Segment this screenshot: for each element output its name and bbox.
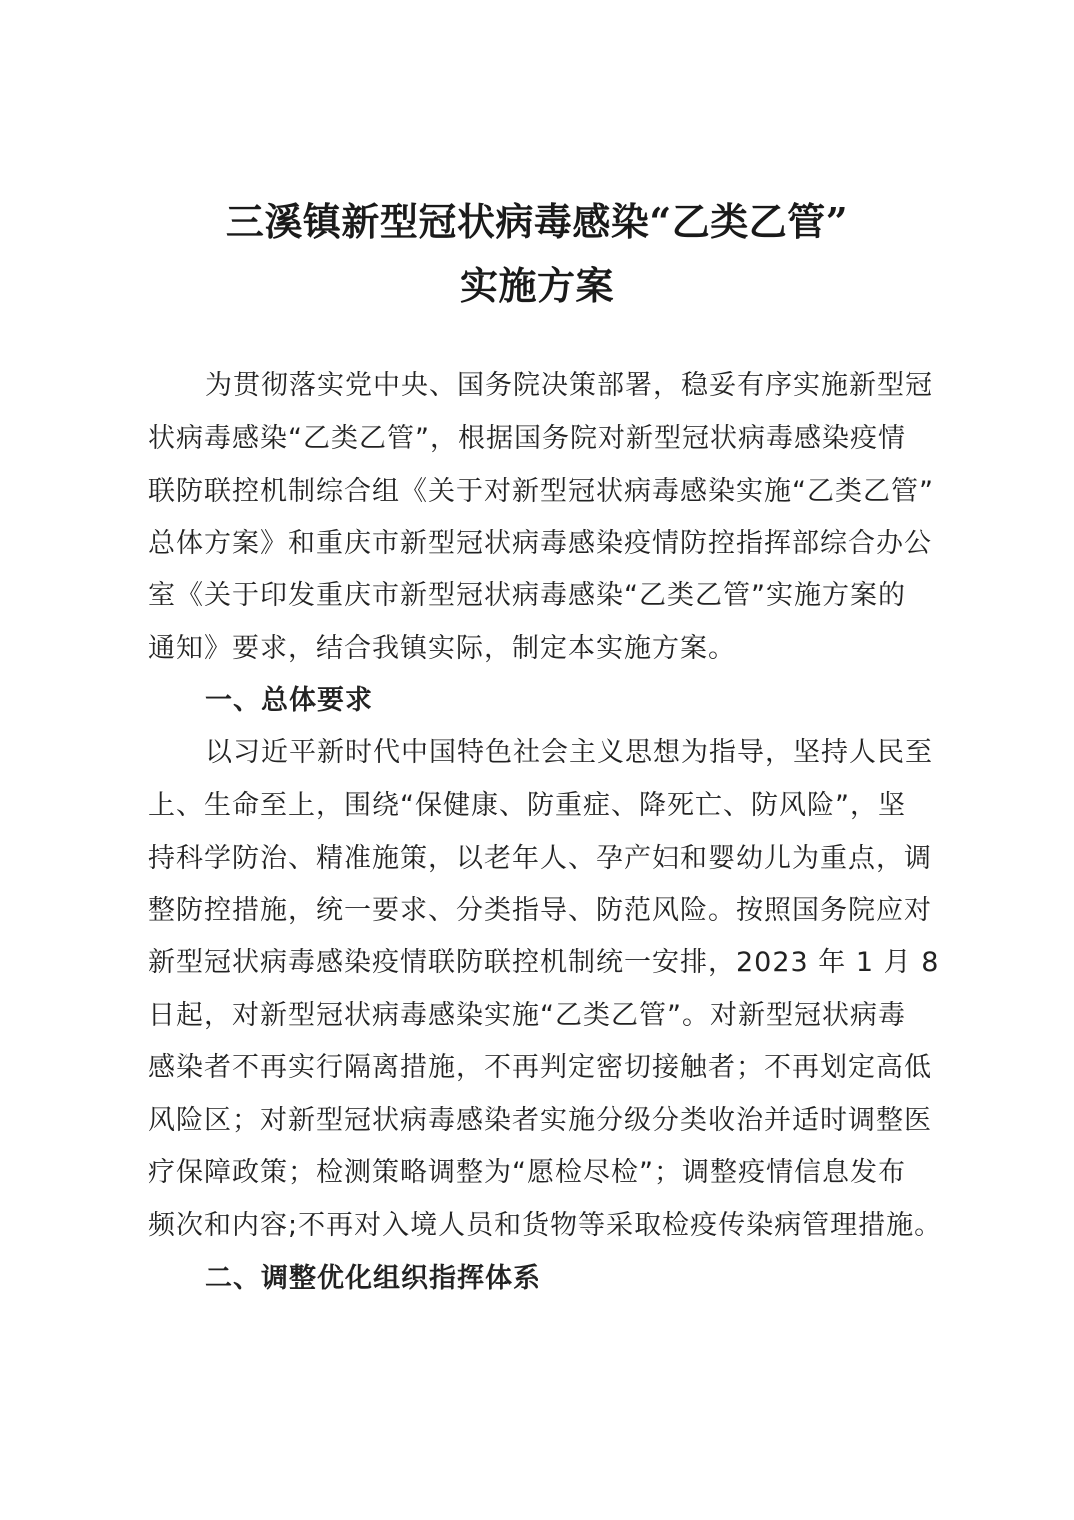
section1-line: 以习近平新时代中国特色社会主义思想为指导，坚持人民至 [205,737,933,768]
section1-line: 风险区；对新型冠状病毒感染者实施分级分类收治并适时调整医 [148,1105,932,1136]
document-title-line-2: 实施方案 [459,263,614,308]
document-title-line-1: 三溪镇新型冠状病毒感染“乙类乙管” [225,199,849,244]
section1-line: 新型冠状病毒感染疫情联防联控机制统一安排，2023 年 1 月 8 [148,947,940,978]
section1-line: 整防控措施，统一要求、分类指导、防范风险。按照国务院应对 [148,895,932,926]
intro-line: 状病毒感染“乙类乙管”，根据国务院对新型冠状病毒感染疫情 [148,423,906,454]
section-heading-organization: 二、调整优化组织指挥体系 [205,1263,541,1294]
section1-line: 上、生命至上，围绕“保健康、防重症、降死亡、防风险”，坚 [148,790,906,821]
section1-line: 日起，对新型冠状病毒感染实施“乙类乙管”。对新型冠状病毒 [148,1000,906,1031]
intro-line: 通知》要求，结合我镇实际，制定本实施方案。 [148,633,736,664]
section-heading-general-requirements: 一、总体要求 [205,685,373,716]
intro-line: 总体方案》和重庆市新型冠状病毒感染疫情防控指挥部综合办公 [148,528,932,559]
intro-line: 联防联控机制综合组《关于对新型冠状病毒感染实施“乙类乙管” [148,476,934,507]
intro-line: 为贯彻落实党中央、国务院决策部署，稳妥有序实施新型冠 [205,370,933,401]
section1-line: 感染者不再实行隔离措施，不再判定密切接触者；不再划定高低 [148,1052,932,1083]
section1-line: 频次和内容;不再对入境人员和货物等采取检疫传染病管理措施。 [148,1210,943,1241]
section1-line: 持科学防治、精准施策，以老年人、孕产妇和婴幼儿为重点，调 [148,843,932,874]
intro-line: 室《关于印发重庆市新型冠状病毒感染“乙类乙管”实施方案的 [148,580,906,611]
section1-line: 疗保障政策；检测策略调整为“愿检尽检”；调整疫情信息发布 [148,1157,906,1188]
